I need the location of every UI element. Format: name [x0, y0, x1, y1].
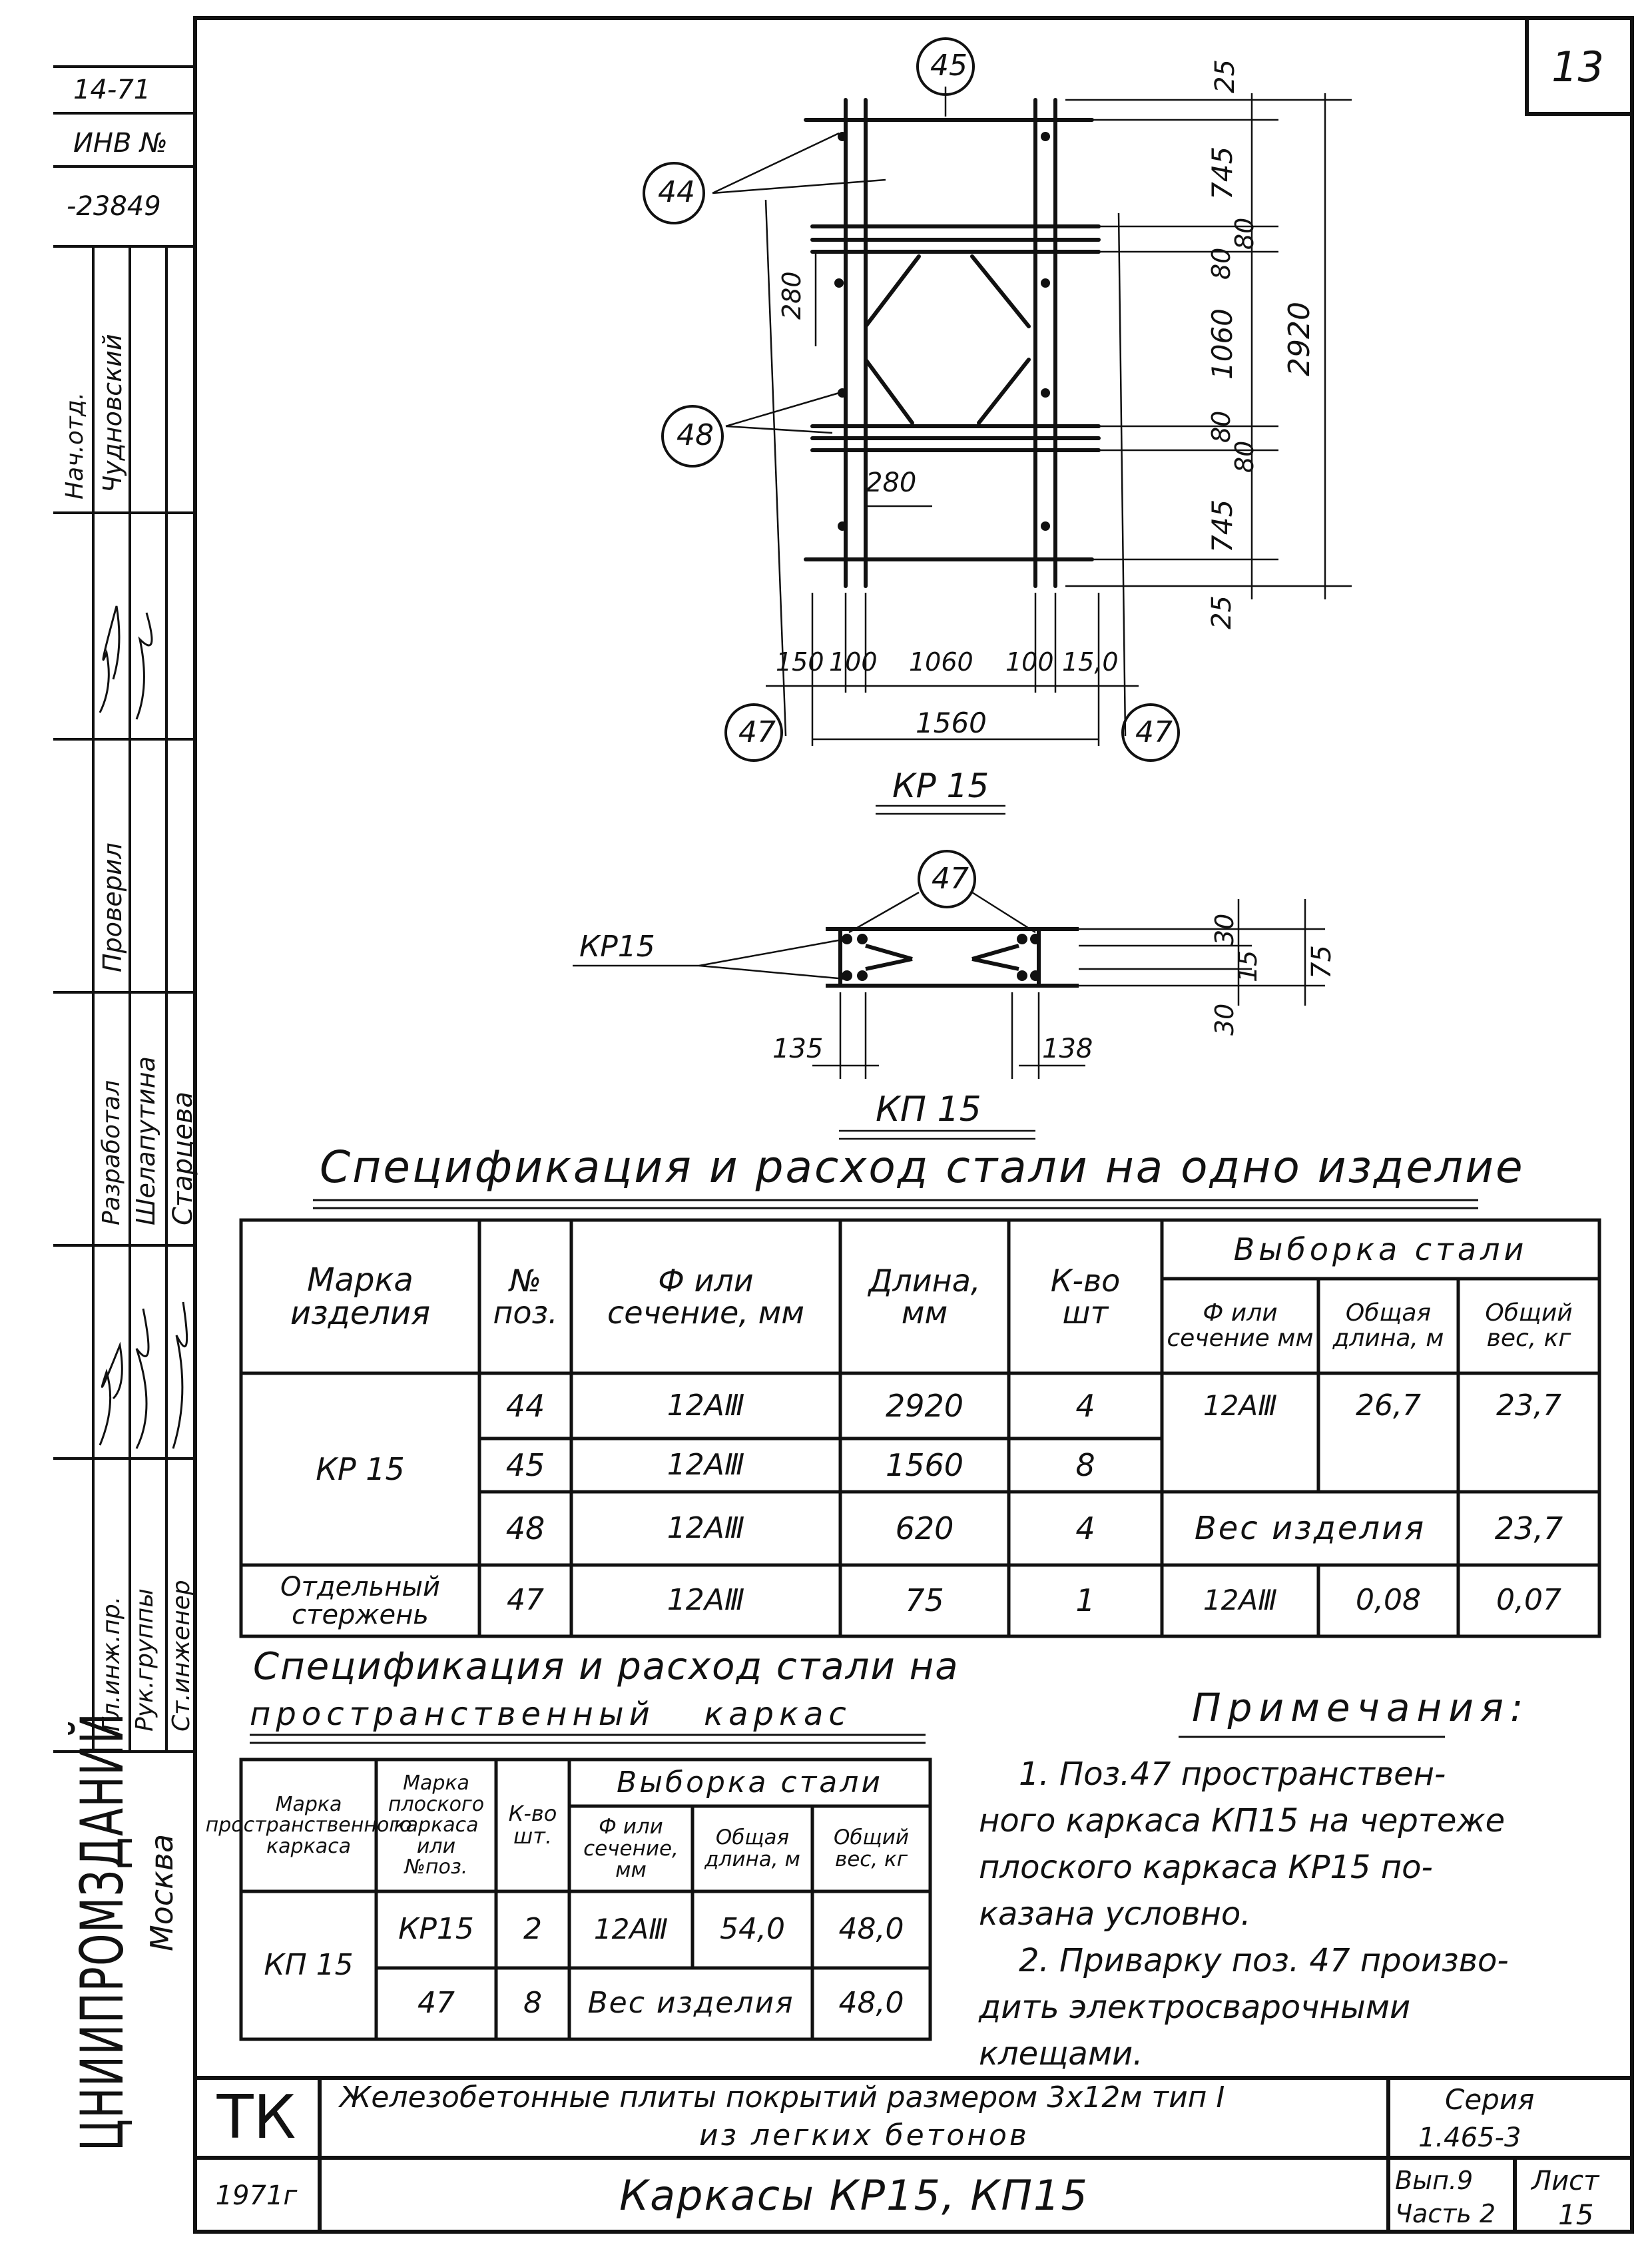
- spec1-separate-qty: 1: [1075, 1582, 1095, 1619]
- spec1-row2-length: 1560: [885, 1447, 964, 1483]
- spec2-header-mark: Марка пространственного каркаса: [205, 1792, 412, 1858]
- dim-1560: 1560: [916, 707, 987, 739]
- title-block-issue: Вып.9: [1395, 2166, 1474, 2195]
- spec2-header-flat: Марка плоского каркаса или №поз.: [388, 1772, 485, 1879]
- spec2-title-line2: пространственный каркас: [250, 1696, 852, 1733]
- note-line-7: клещами.: [979, 2035, 1143, 2073]
- note-line-6: дить электросварочными: [979, 1989, 1411, 2026]
- position-45: 45: [930, 49, 967, 83]
- spec1-row2-qty: 8: [1075, 1447, 1095, 1483]
- title-block-series-label: Серия: [1445, 2083, 1535, 2116]
- spec1-title: Спецификация и расход стали на одно изделие: [320, 1141, 1525, 1193]
- spec2-title-line1: Спецификация и расход стали на: [253, 1645, 960, 1688]
- title-block-project-line2: из легких бетонов: [699, 2118, 1029, 2152]
- dim-80-a: 80: [1230, 217, 1259, 250]
- stamp-role-developed: Разработал: [98, 1080, 125, 1225]
- spec1-separate-section: 12АⅢ: [667, 1583, 745, 1618]
- note-line-2: ного каркаса КП15 на чертеже: [979, 1802, 1506, 1839]
- spec1-row3-section: 12АⅢ: [667, 1510, 745, 1545]
- spec2-row1-flat: КР15: [398, 1912, 474, 1947]
- spec1-row3-pos: 48: [505, 1510, 545, 1546]
- spec2-row2-flat: 47: [417, 1986, 455, 2021]
- title-block-sheet-number: 15: [1558, 2198, 1594, 2231]
- dim-150: 150: [776, 647, 824, 677]
- note-line-4: казана условно.: [979, 1895, 1251, 1933]
- stamp-role-chief-engineer: Гл.инж.пр.: [98, 1596, 125, 1732]
- stamp-role-chief: Нач.отд.: [61, 392, 89, 499]
- section-dim-30-bottom: 30: [1210, 1003, 1239, 1036]
- spec1-header-section: Ф или сечение, мм: [607, 1262, 804, 1331]
- spec1-row1-length: 2920: [885, 1387, 964, 1424]
- position-48: 48: [677, 418, 714, 452]
- corner-number: 13: [1551, 43, 1604, 91]
- spec1-row1-sample-section: 12АⅢ: [1203, 1389, 1278, 1422]
- stamp-doc-number: 14-71: [73, 75, 151, 105]
- dim-1060-vertical: 1060: [1206, 308, 1239, 380]
- title-block-year: 1971г: [215, 2180, 298, 2211]
- dim-280-lower: 280: [866, 468, 917, 498]
- notes-title: Примечания:: [1192, 1685, 1530, 1730]
- dim-25-bottom: 25: [1207, 595, 1237, 629]
- note-line-5: 2. Приварку поз. 47 произво-: [1019, 1942, 1509, 1979]
- spec1-header-sample: Выборка стали: [1233, 1231, 1528, 1267]
- stamp-city: Москва: [144, 1833, 180, 1951]
- spec2-row2-qty: 8: [523, 1986, 542, 2021]
- spec2-header-sample-weight: Общий вес, кг: [833, 1825, 909, 1871]
- title-block-tk: ТК: [216, 2082, 296, 2152]
- spec1-group-mark: КР 15: [316, 1451, 405, 1487]
- spec1-separate-length: 75: [905, 1582, 944, 1619]
- spec1-header-mark: Марка изделия: [290, 1261, 431, 1332]
- stamp-inv-label: ИНВ №: [73, 128, 168, 159]
- spec1-separate-sample-weight: 0,07: [1496, 1583, 1561, 1618]
- stamp-role-checked: Проверил: [98, 842, 127, 972]
- dim-2920-overall: 2920: [1282, 302, 1316, 376]
- stamp-organization: ЦНИИПРОМЗДАНИЙ: [68, 1712, 137, 2151]
- section-title: КП 15: [876, 1090, 981, 1130]
- spec1-separate-sample-length: 0,08: [1356, 1583, 1421, 1618]
- spec1-row1-sample-weight: 23,7: [1496, 1388, 1561, 1423]
- spec1-header-length: Длина, мм: [868, 1262, 981, 1331]
- stamp-name-chudnovsky: Чудновский: [98, 334, 127, 493]
- spec2-weight-value: 48,0: [838, 1986, 904, 2021]
- spec2-header-sample-section: Ф или сечение, мм: [583, 1815, 679, 1883]
- position-47-left: 47: [738, 715, 776, 749]
- stamp-name-startseva: Старцева: [168, 1091, 198, 1225]
- title-block-project-line1: Железобетонные плиты покрытий размером 3х12м тип I: [340, 2081, 1225, 2114]
- spec1-header-sample-weight: Общий вес, кг: [1485, 1299, 1573, 1352]
- section-dim-138: 138: [1042, 1034, 1093, 1064]
- dim-745-top: 745: [1206, 146, 1239, 200]
- position-47-right: 47: [1135, 715, 1173, 749]
- dim-1060-horizontal: 1060: [909, 647, 973, 677]
- spec1-row3-qty: 4: [1075, 1510, 1095, 1546]
- dim-80-b: 80: [1207, 247, 1236, 280]
- spec2-weight-label: Вес изделия: [587, 1986, 794, 2021]
- spec1-separate-sample-section: 12АⅢ: [1203, 1584, 1278, 1617]
- spec1-header-sample-length: Общая длина, м: [1332, 1299, 1444, 1352]
- dim-25-top: 25: [1210, 59, 1240, 93]
- spec1-row1-pos: 44: [505, 1387, 545, 1424]
- dim-100-left: 100: [829, 647, 878, 677]
- spec1-weight-label: Вес изделия: [1194, 1509, 1426, 1547]
- stamp-inv-number: -23849: [67, 191, 161, 222]
- note-line-1: 1. Поз.47 пространствен-: [1019, 1756, 1446, 1793]
- stamp-role-group-head: Рук.группы: [131, 1588, 158, 1732]
- spec2-header-qty: К-во шт.: [508, 1801, 557, 1849]
- dim-80-c: 80: [1207, 410, 1236, 443]
- spec2-row1-weight: 48,0: [838, 1912, 904, 1947]
- dim-745-bottom: 745: [1206, 499, 1239, 553]
- spec2-header-sample: Выборка стали: [617, 1765, 883, 1799]
- spec2-row1-section: 12АⅢ: [593, 1913, 669, 1946]
- title-block-part: Часть 2: [1395, 2199, 1496, 2228]
- stamp-role-senior-engineer: Ст.инженер: [168, 1580, 195, 1732]
- spec1-row1-section: 12АⅢ: [667, 1388, 745, 1423]
- kp15-title: КР 15: [892, 767, 989, 805]
- spec1-row1-sample-length: 26,7: [1356, 1388, 1421, 1423]
- section-dim-15: 15: [1233, 950, 1262, 982]
- spec2-header-sample-length: Общая длина, м: [704, 1825, 800, 1871]
- spec1-separate-mark: Отдельный стержень: [280, 1571, 440, 1630]
- dim-80-d: 80: [1230, 440, 1259, 473]
- spec1-header-pos: № поз.: [493, 1262, 558, 1331]
- position-44: 44: [658, 175, 695, 209]
- section-position-47: 47: [932, 862, 969, 896]
- section-dim-135: 135: [772, 1034, 824, 1064]
- note-line-3: плоского каркаса КР15 по-: [979, 1849, 1433, 1886]
- spec1-row1-qty: 4: [1075, 1387, 1095, 1424]
- dim-100-right: 100: [1005, 647, 1054, 677]
- title-block-sheet-title: Каркасы КР15, КП15: [619, 2171, 1089, 2220]
- dim-280-upper: 280: [777, 271, 806, 320]
- section-pointer-label: КР15: [579, 930, 655, 964]
- spec1-row2-section: 12АⅢ: [667, 1447, 745, 1482]
- spec1-header-sample-section: Ф или сечение мм: [1167, 1299, 1314, 1352]
- title-block-sheet-label: Лист: [1531, 2166, 1599, 2196]
- title-block-series-value: 1.465-3: [1418, 2122, 1521, 2153]
- section-dim-75: 75: [1306, 945, 1337, 979]
- section-dim-30-top: 30: [1210, 913, 1239, 946]
- spec1-weight-value: 23,7: [1494, 1510, 1563, 1546]
- spec1-header-qty: К-во шт: [1050, 1262, 1121, 1331]
- stamp-name-shelaputina: Шелапутина: [131, 1056, 160, 1225]
- spec1-row3-length: 620: [895, 1510, 954, 1546]
- dim-150-right: 15,0: [1062, 647, 1119, 677]
- spec2-row1-length: 54,0: [720, 1912, 785, 1947]
- spec2-row1-qty: 2: [523, 1912, 542, 1947]
- spec2-mark: КП 15: [264, 1947, 354, 1982]
- spec1-row2-pos: 45: [505, 1447, 545, 1483]
- spec1-separate-pos: 47: [507, 1583, 544, 1618]
